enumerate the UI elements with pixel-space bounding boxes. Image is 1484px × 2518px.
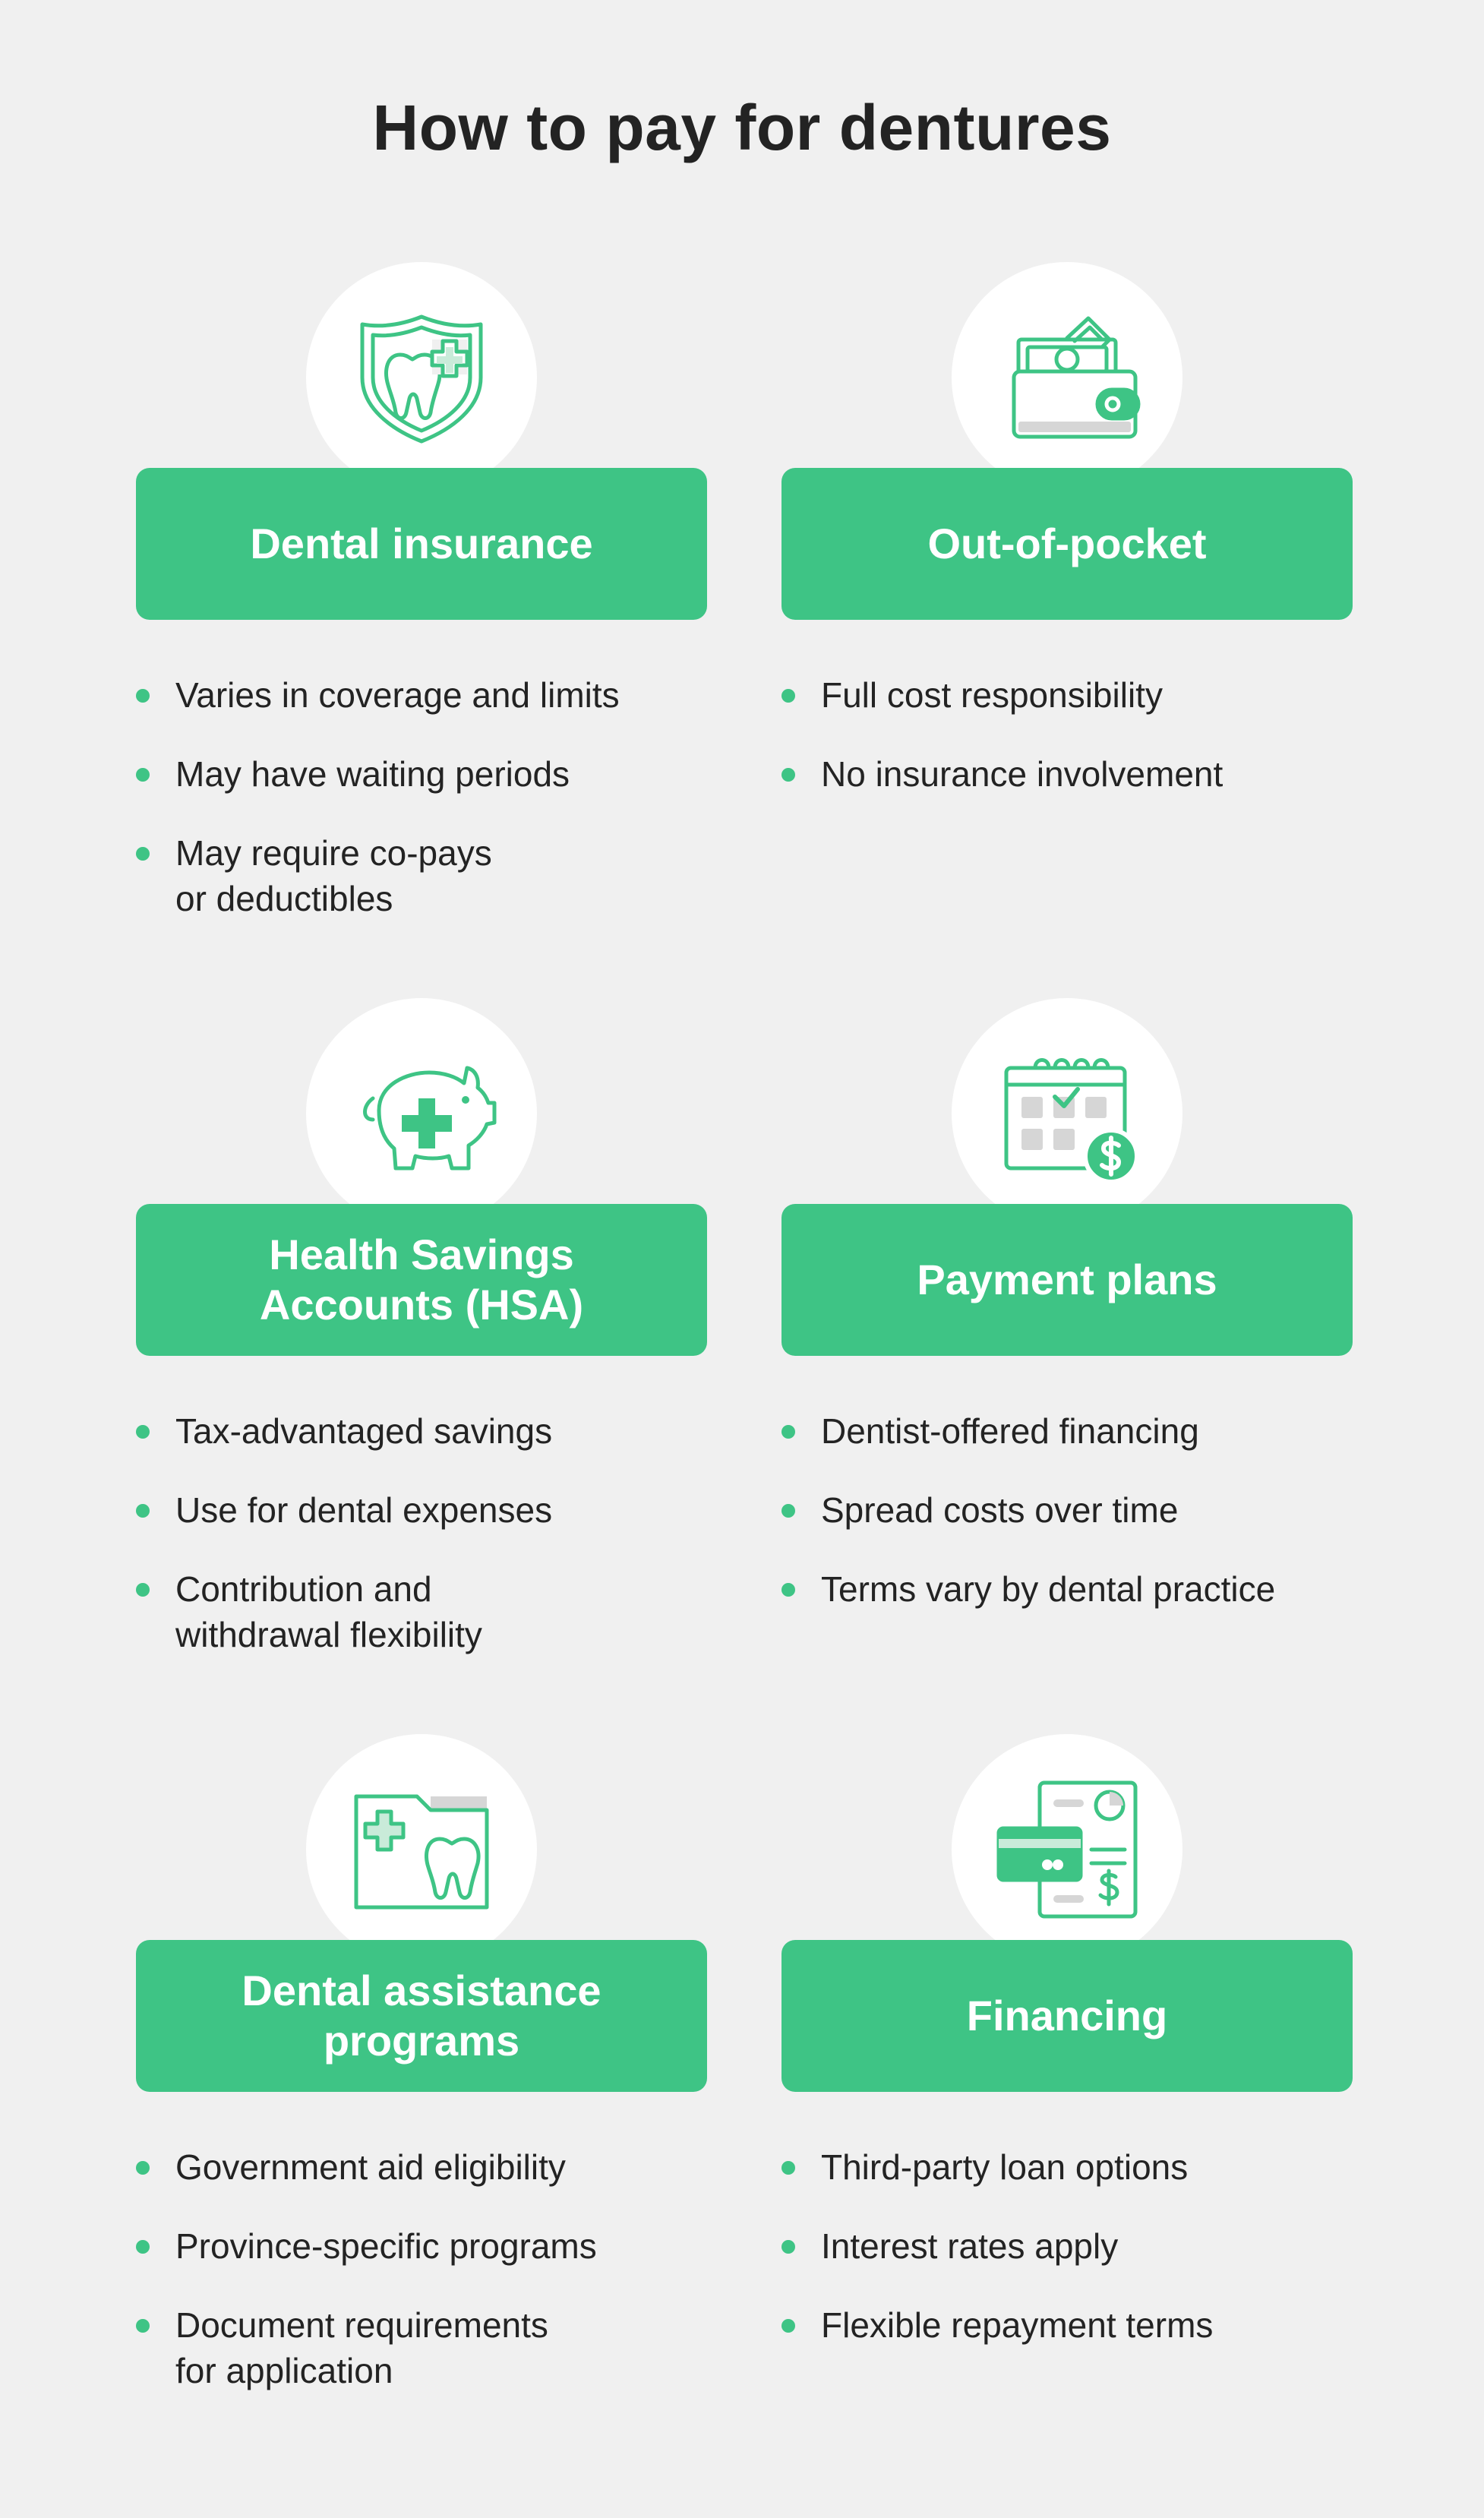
label-box bbox=[136, 468, 707, 620]
bullet-list bbox=[781, 1408, 1353, 1645]
list-item: Province-specific programs bbox=[136, 2223, 707, 2269]
card-label: Dental assistance programs bbox=[242, 1967, 601, 2065]
wallet-cash-icon bbox=[991, 302, 1143, 453]
bullet-list bbox=[781, 2144, 1353, 2381]
list-item: May require co-pays or deductibles bbox=[136, 830, 707, 921]
icon-circle bbox=[306, 1734, 537, 1965]
dental-folder-icon bbox=[346, 1774, 497, 1926]
list-item: Flexible repayment terms bbox=[781, 2302, 1353, 2348]
icon-circle bbox=[306, 262, 537, 493]
list-item: Dentist-offered financing bbox=[781, 1408, 1353, 1454]
list-item: Document requirements for application bbox=[136, 2302, 707, 2393]
list-item: Varies in coverage and limits bbox=[136, 672, 707, 718]
list-item: Terms vary by dental practice bbox=[781, 1566, 1353, 1612]
icon-circle bbox=[952, 1734, 1182, 1965]
page-title: How to pay for dentures bbox=[372, 92, 1112, 163]
card-label: Dental insurance bbox=[250, 520, 593, 567]
list-item: Third-party loan options bbox=[781, 2144, 1353, 2190]
tooth-shield-icon bbox=[346, 302, 497, 453]
calendar-dollar-icon bbox=[991, 1038, 1143, 1189]
card-label: Out-of-pocket bbox=[927, 520, 1207, 567]
label-box bbox=[781, 1204, 1353, 1356]
list-item: May have waiting periods bbox=[136, 751, 707, 797]
label-box bbox=[781, 1940, 1353, 2092]
card-invoice-icon bbox=[991, 1774, 1143, 1926]
list-item: Use for dental expenses bbox=[136, 1487, 707, 1533]
list-item: Interest rates apply bbox=[781, 2223, 1353, 2269]
bullet-list bbox=[781, 672, 1353, 830]
list-item: Tax-advantaged savings bbox=[136, 1408, 707, 1454]
card-label: Health Savings Accounts (HSA) bbox=[259, 1231, 584, 1329]
label-box bbox=[136, 1940, 707, 2092]
bullet-list bbox=[136, 1408, 707, 1691]
bullet-list bbox=[136, 2144, 707, 2427]
icon-circle bbox=[952, 998, 1182, 1229]
list-item: No insurance involvement bbox=[781, 751, 1353, 797]
label-box bbox=[781, 468, 1353, 620]
list-item: Government aid eligibility bbox=[136, 2144, 707, 2190]
list-item: Contribution and withdrawal flexibility bbox=[136, 1566, 707, 1657]
card-label: Financing bbox=[966, 1992, 1168, 2039]
label-box bbox=[136, 1204, 707, 1356]
bullet-list bbox=[136, 672, 707, 955]
icon-circle bbox=[306, 998, 537, 1229]
icon-circle bbox=[952, 262, 1182, 493]
piggy-bank-icon bbox=[346, 1038, 497, 1189]
list-item: Full cost responsibility bbox=[781, 672, 1353, 718]
list-item: Spread costs over time bbox=[781, 1487, 1353, 1533]
card-label: Payment plans bbox=[917, 1256, 1217, 1303]
